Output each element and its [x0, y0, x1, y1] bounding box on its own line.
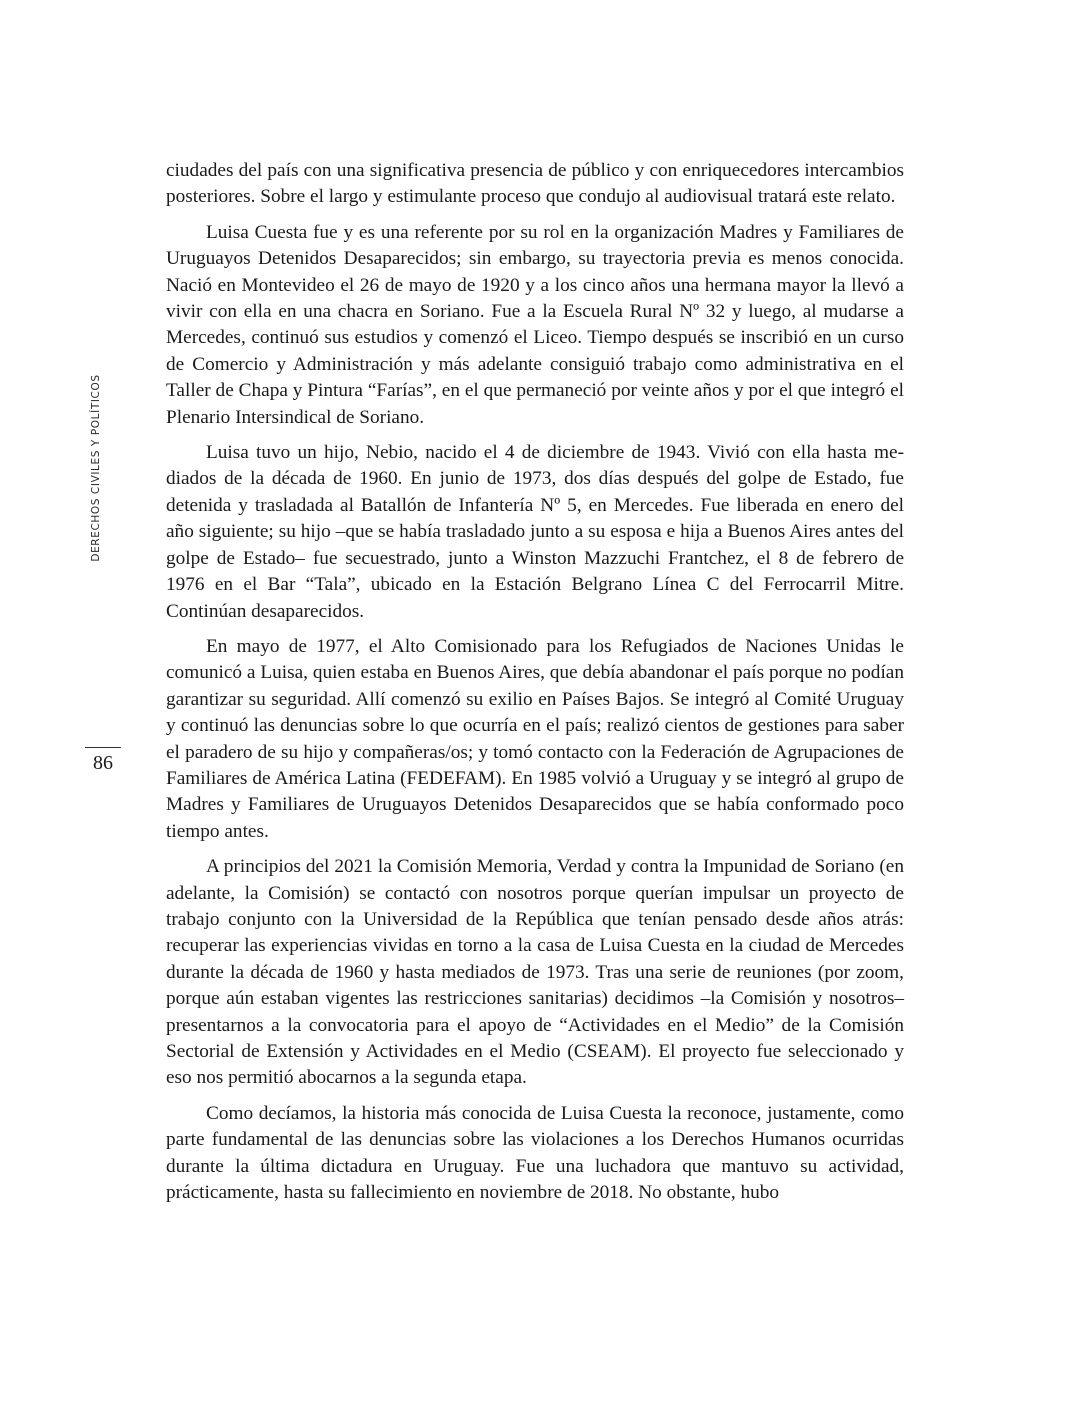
running-head-text: DERECHOS CIVILES Y POLÍTICOS — [90, 374, 102, 562]
page-number-rule — [85, 747, 121, 748]
paragraph: Luisa Cuesta fue y es una referente por su rol en la organización Madres y Familiares de Uruguayos Detenidos Desaparecidos; sin embargo, su trayectoria previa es menos conocida. Nació en Montevideo el 26 de mayo de 1920 y a los cinco años una hermana mayor la llevó a vivir con ella en una chacra en Soriano. Fue a la Escuela Rural Nº 32 y luego, al mudarse a Mercedes, continuó sus estudios y comenzó el Liceo. Tiempo después se inscribió en un curso de Comercio y Administración y más adelante consiguió trabajo como administrativa en el Taller de Chapa y Pintura “Farías”, en el que permaneció por veinte años y por el que integró el Plenario Intersindical de Soriano. — [166, 221, 904, 428]
paragraph: Como decíamos, la historia más conocida de Luisa Cuesta la reconoce, justamente, como parte fundamental de las denuncias sobre las violaciones a los Derechos Humanos ocurridas durante la última dictadura en Uruguay. Fue una luchadora que mantuvo su actividad, prácticamente, hasta su fallecimiento en noviembre de 2018. No obstante, hubo — [166, 1102, 904, 1204]
page-number: 86 — [93, 752, 113, 774]
paragraph: Luisa tuvo un hijo, Nebio, nacido el 4 de diciembre de 1943. Vivió con ella hasta mediados de la década de 1960. En junio de 1973, dos días después del golpe de Estado, fue detenida y trasladada al Batallón de Infantería Nº 5, en Mercedes. Fue liberada en enero del año siguiente; su hijo –que se había trasladado junto a su esposa e hija a Buenos Aires antes del golpe de Estado– fue secuestrado, junto a Winston Mazzuchi Frantchez, el 8 de febrero de 1976 en el Bar “Tala”, ubicado en la Estación Belgrano Línea C del Ferrocarril Mitre. Continúan desaparecidos. — [166, 442, 904, 622]
paragraph: En mayo de 1977, el Alto Comisionado para los Refugiados de Naciones Unidas le comunicó a Luisa, quien estaba en Buenos Aires, que debía abandonar el país porque no podían garantizar su seguridad. Allí comenzó su exilio en Países Bajos. Se integró al Comité Uruguay y continuó las denuncias sobre lo que ocurría en el país; realizó cientos de gestiones para saber el paradero de su hijo y compañeras/os; y tomó contacto con la Federación de Agrupaciones de Familiares de América Latina (FEDEFAM). En 1985 volvió a Uruguay y se integró al grupo de Madres y Familiares de Uruguayos Detenidos Desaparecidos que se había conformado poco tiempo antes. — [166, 635, 904, 842]
body-text — [166, 158, 904, 1215]
paragraph: A principios del 2021 la Comisión Memoria, Verdad y contra la Impunidad de Soriano (en adelante, la Comisión) se contactó con nosotros porque querían impulsar un proyecto de trabajo conjunto con la Universidad de la República que tenían pensado desde años atrás: recuperar las experiencias vividas en torno a la casa de Luisa Cuesta en la ciudad de Mercedes durante la década de 1960 y hasta mediados de 1973. Tras una serie de reuniones (por zoom, porque aún estaban vigentes las restricciones sanitarias) decidimos –la Comisión y nosotros– presentarnos a la convocatoria para el apoyo de “Actividades en el Medio” de la Comisión Sectorial de Extensión y Actividades en el Medio (CSEAM). El proyecto fue seleccionado y eso nos permitió abocarnos a la segunda etapa. — [166, 856, 904, 1089]
paragraph: ciudades del país con una significativa presencia de público y con enriquecedores intercambios posteriores. Sobre el largo y estimulante proceso que condujo al audiovisual tratará este relato. — [166, 160, 904, 208]
